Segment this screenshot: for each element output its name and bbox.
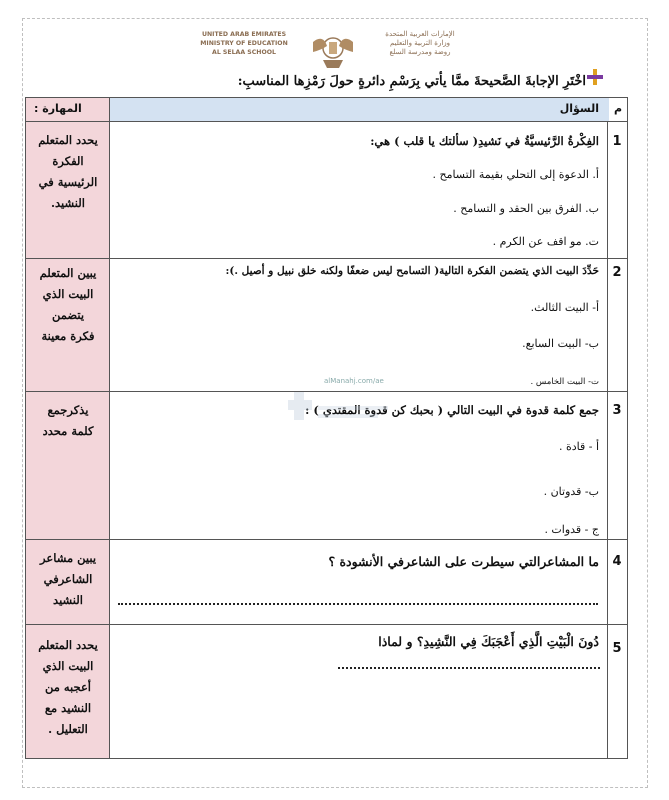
skill-line: النشيد. [51,196,85,210]
header-question-cell [110,98,609,121]
header-skill-label: المهارة : [34,102,82,115]
skill-cell [28,400,108,442]
row-divider [26,624,627,625]
answer-option[interactable]: أ- البيت الثالث. [530,301,599,314]
skill-line: يبين المتعلم [39,266,97,280]
watermark-text: alManahj.com/ae [324,377,384,385]
answer-option[interactable]: ب- قدوتان . [543,485,599,498]
row-divider [26,258,627,259]
instruction-row [186,70,586,90]
row-divider [26,539,627,540]
question-number: 3 [612,403,622,418]
skill-line: يحدد المتعلم [38,638,98,652]
bullet-plus-icon [586,68,604,86]
skill-cell [28,548,108,611]
instruction-text: اخْتَرِ الإجابةَ الصَّحيحةَ ممَّا يأتي بِرَسْمِ دائرةٍ حولَ رَمْزِها المناسبِ: [237,74,586,89]
school-ar-line: روضة ومدرسة السلع [389,48,451,56]
school-ar-line: وزارة التربية والتعليم [389,39,451,47]
skill-line: التعليل . [48,722,88,736]
skill-line: الرئيسية في [38,175,98,189]
answer-line[interactable] [338,667,600,669]
question-number: 4 [612,554,622,569]
school-ar-line: الإمارات العربية المتحدة [385,30,455,38]
school-name-arabic [361,30,479,57]
skill-cell [28,263,108,347]
question-text: ما المشاعرالتي سيطرت على الشاعرفي الأنشودة ؟ [328,554,599,569]
skill-line: البيت الذي [42,659,94,673]
school-en-line: UNITED ARAB EMIRATES [201,31,287,38]
skill-line: يحدد المتعلم [38,133,98,147]
question-text: دُونَ الْبَيْتِ الَّذِي أَعْجَبَكَ فِي النَّشِيدِ؟ و لماذا [378,634,599,649]
number-column [607,98,627,758]
skill-cell [28,635,108,740]
school-name-english [185,30,303,57]
question-text: الفِكْرةُ الرَّئيسيَّةُ في نَشيدِ( سألتك يا قلب ) هي: [370,134,599,148]
skill-line: النشيد [53,593,83,607]
answer-line[interactable] [118,603,598,605]
question-text: حَدِّدَ البيت الذي يتضمن الفكرة التالية( التسامح ليس ضعفًا ولكنه خلق نبيل و أصيل .): [225,265,599,277]
skill-line: الفكرة [52,154,84,168]
question-number: 1 [612,134,622,149]
question-number: 5 [612,641,622,656]
answer-option[interactable]: ب. الفرق بين الحقد و التسامح . [453,202,599,215]
question-table [25,97,628,759]
table-header [26,98,627,122]
answer-option[interactable]: أ. الدعوة إلى التحلي بقيمة التسامح . [432,168,599,181]
school-en-line: AL SELAA SCHOOL [212,49,276,56]
skill-line: يبين مشاعر [39,551,97,565]
skill-line: يذكرجمع [47,403,89,417]
skill-line: كلمة محدد [42,424,94,438]
answer-option[interactable]: أ - قادة . [558,440,599,453]
skill-line: فكرة معينة [41,329,95,343]
skill-line: أعجبه من [44,680,92,694]
watermark-logo-icon [288,388,398,428]
question-text: جمع كلمة قدوة في البيت التالي ( بحبك كن قدوة المقتدي ) : [305,403,599,417]
answer-option[interactable]: ت. مو اقف عن الكرم . [492,235,599,248]
uae-emblem-icon [309,28,357,72]
skill-cell [28,130,108,214]
skill-line: الشاعرفي [43,572,93,586]
header-question-label: السؤال [559,102,599,115]
school-en-line: MINISTRY OF EDUCATION [200,40,288,47]
answer-option[interactable]: ت- البيت الخامس . [530,377,599,387]
skill-line: يتضمن [51,308,85,322]
skill-line: البيت الذي [42,287,94,301]
skill-line: النشيد مع [44,701,92,715]
question-number: 2 [612,265,622,280]
answer-option[interactable]: ج - قدوات . [544,523,599,536]
answer-option[interactable]: ب- البيت السابع. [522,337,599,350]
header-number-label: م [613,102,622,115]
